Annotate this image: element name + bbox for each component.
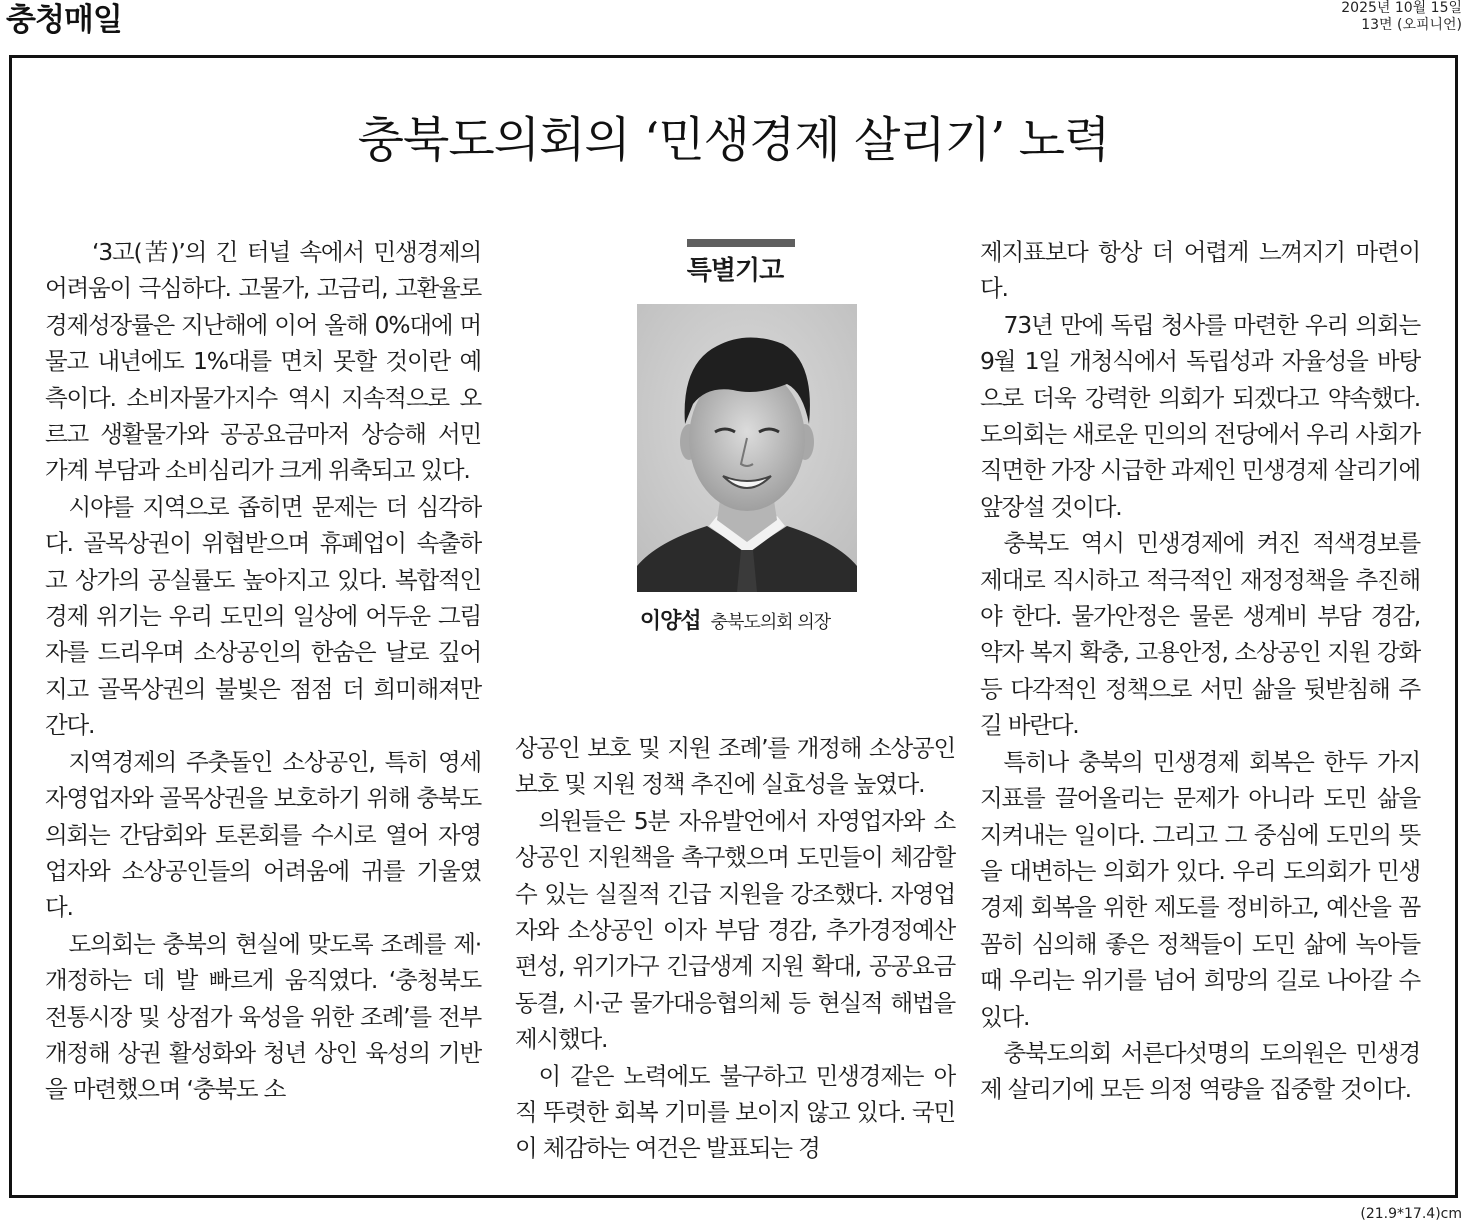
column-right [980, 234, 1420, 1108]
article-frame [9, 55, 1458, 1198]
column-left [45, 234, 481, 1108]
author-name: 이양섭 [639, 609, 701, 634]
special-label-bar [687, 239, 795, 247]
special-contribution-box [517, 234, 953, 670]
author-portrait [637, 304, 857, 592]
paragraph: 지역경제의 주춧돌인 소상공인, 특히 영세 자영업자와 골목상권을 보호하기 위해 충북도의회는 간담회와 토론회를 수시로 열어 자영업자와 소상공인들의 어려움에 귀를 기울였다. [45, 747, 481, 922]
article-headline: 충북도의회의 ‘민생경제 살리기’ 노력 [357, 112, 1110, 168]
column-middle [515, 730, 955, 1167]
author-title: 충북도의회 의장 [710, 612, 831, 633]
paragraph: ‘3고(苦)’의 긴 터널 속에서 민생경제의 어려움이 극심하다. 고물가, 고금리, 고환율로 경제성장률은 지난해에 이어 올해 0%대에 머물고 내년에도 1%대를 면치 못할 것이란 예측이다. 소비자물가지수 역시 지속적으로 오르고 생활물가와 공공요금마저 상승해 서민 가계 부담과 소비심리가 크게 위축되고 있다. [45, 238, 481, 485]
paragraph: 73년 만에 독립 청사를 마련한 우리 의회는 9월 1일 개청식에서 독립성과 자율성을 바탕으로 더욱 강력한 의회가 되겠다고 약속했다. 도의회는 새로운 민의의 전당에서 우리 사회가 직면한 가장 시급한 과제인 민생경제 살리기에 앞장설 것이다. [980, 310, 1420, 521]
publication-info [1341, 0, 1462, 34]
paragraph: 충북도 역시 민생경제에 켜진 적색경보를 제대로 직시하고 적극적인 재정정책을 추진해야 한다. 물가안정은 물론 생계비 부담 경감, 약자 복지 확충, 고용안정, 소상공인 지원 강화 등 다각적인 정책으로 서민 삶을 뒷받침해 주길 바란다. [980, 529, 1420, 740]
page-section: 13면 (오피니언) [1361, 17, 1462, 33]
author-byline [517, 604, 953, 635]
special-label: 특별기고 [686, 256, 784, 286]
paragraph: 의원들은 5분 자유발언에서 자영업자와 소상공인 지원책을 촉구했으며 도민들이 체감할 수 있는 실질적 긴급 지원을 강조했다. 자영업자와 소상공인 이자 부담 경감, 추가경정예산 편성, 위기가구 긴급생계 지원 확대, 공공요금 동결, 시·군 물가대응협의체 등 현실적 해법을 제시했다. [515, 806, 955, 1054]
paragraph: 이 같은 노력에도 불구하고 민생경제는 아직 뚜렷한 회복 기미를 보이지 않고 있다. 국민이 체감하는 여건은 발표되는 경 [515, 1061, 955, 1163]
paragraph: 제지표보다 항상 더 어렵게 느껴지기 마련이다. [980, 238, 1420, 303]
paragraph: 특히나 충북의 민생경제 회복은 한두 가지 지표를 끌어올리는 문제가 아니라 도민 삶을 지켜내는 일이다. 그리고 그 중심에 도민의 뜻을 대변하는 의회가 있다. 우리 도의회가 민생경제 회복을 위한 제도를 정비하고, 예산을 꼼꼼히 심의해 좋은 정책들이 도민 삶에 녹아들 때 우리는 위기를 넘어 희망의 길로 나아갈 수 있다. [980, 747, 1420, 1031]
paragraph: 도의회는 충북의 현실에 맞도록 조례를 제·개정하는 데 발 빠르게 움직였다. ‘충청북도 전통시장 및 상점가 육성을 위한 조례’를 전부개정해 상권 활성화와 청년 상인 육성의 기반을 마련했으며 ‘충북도 소 [45, 929, 481, 1104]
paragraph: 상공인 보호 및 지원 조례’를 개정해 소상공인 보호 및 지원 정책 추진에 실효성을 높였다. [515, 734, 955, 799]
paragraph: 시야를 지역으로 좁히면 문제는 더 심각하다. 골목상권이 위협받으며 휴폐업이 속출하고 상가의 공실률도 높아지고 있다. 복합적인 경제 위기는 우리 도민의 일상에 어두운 그림자를 드리우며 소상공인의 한숨은 날로 깊어지고 골목상권의 불빛은 점점 더 희미해져만 간다. [45, 492, 481, 740]
clipping-size-note: (21.9*17.4)cm [1360, 1206, 1462, 1222]
paragraph: 충북도의회 서른다섯명의 도의원은 민생경제 살리기에 모든 의정 역량을 집중할 것이다. [980, 1038, 1420, 1104]
publication-date: 2025년 10월 15일 [1341, 0, 1462, 16]
masthead-logo: 충청매일 [6, 2, 122, 38]
portrait-image-icon [637, 304, 857, 592]
